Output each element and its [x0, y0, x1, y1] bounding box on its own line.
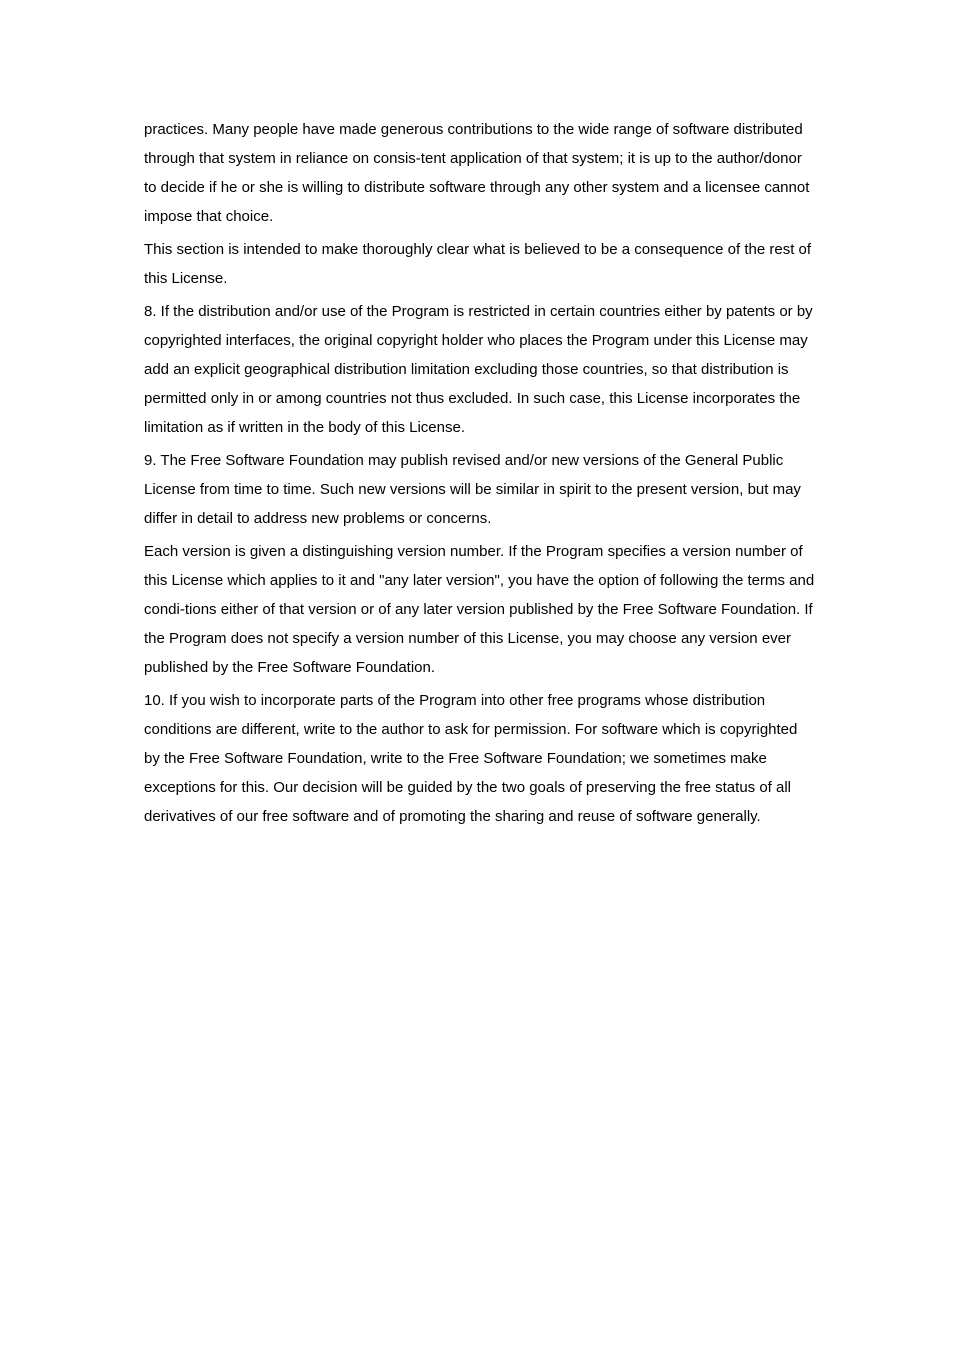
paragraph-distribution-system: practices. Many people have made generous contributions to the wide range of software distributed through that system in reliance on consis-tent application of that system; it is up to the author/donor to decide if he or she is willing to distribute software through any other system and a licensee cannot impose that choice.: [144, 121, 810, 225]
document-body: [144, 115, 816, 835]
paragraph-version-number: Each version is given a distinguishing version number. If the Program specifies a version number of this License which applies to it and "any later version", you have the option of following the terms and condi-tions either of that version or of any later version published by the Free Software Foundation. If the Program does not specify a version number of this License, you may choose any version ever published by the Free Software Foundation.: [144, 543, 815, 676]
paragraph-section-intent: This section is intended to make thoroughly clear what is believed to be a consequence of the rest of this License.: [144, 241, 812, 287]
paragraph-section-8: 8. If the distribution and/or use of the Program is restricted in certain countries either by patents or by copyrighted interfaces, the original copyright holder who places the Program under this License may add an explicit geographical distribution limitation excluding those countries, so that distribution is permitted only in or among countries not thus excluded. In such case, this License incorporates the limitation as if written in the body of this License.: [144, 303, 813, 436]
paragraph-section-10: 10. If you wish to incorporate parts of the Program into other free programs whose distribution conditions are different, write to the author to ask for permission. For software which is copyrighted by the Free Software Foundation, write to the Free Software Foundation; we sometimes make exceptions for this. Our decision will be guided by the two goals of preserving the free status of all derivatives of our free software and of promoting the sharing and reuse of software generally.: [144, 692, 798, 825]
paragraph-section-9: 9. The Free Software Foundation may publish revised and/or new versions of the General Public License from time to time. Such new versions will be similar in spirit to the present version, but may differ in detail to address new problems or concerns.: [144, 452, 801, 527]
